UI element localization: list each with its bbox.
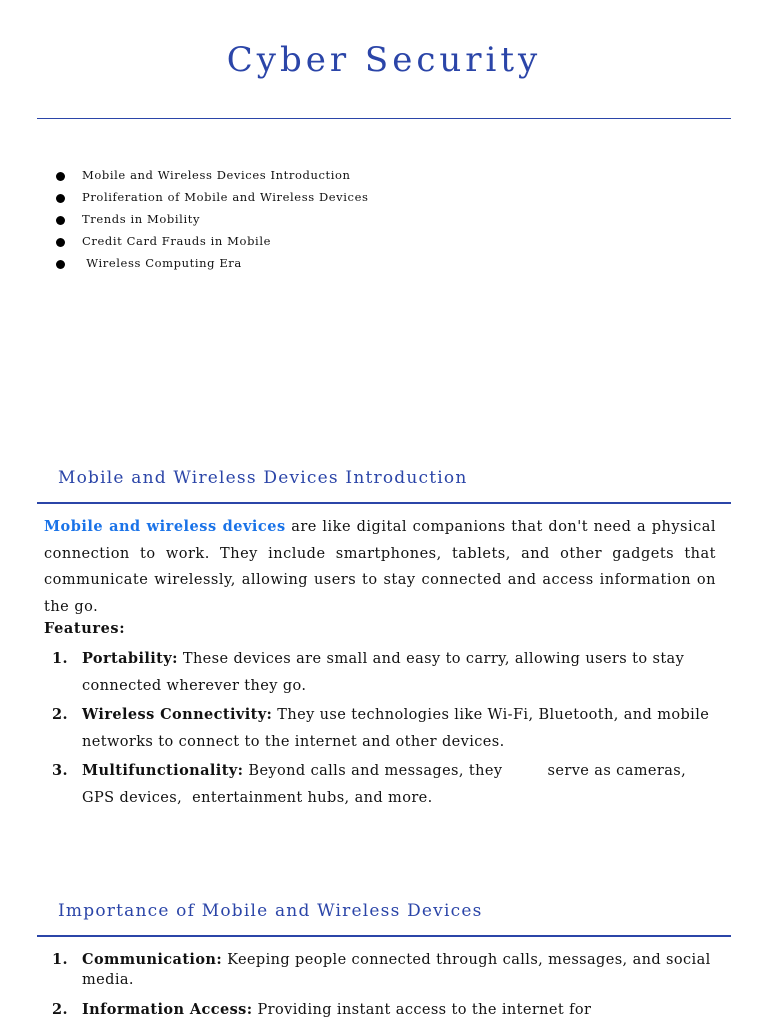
document-title: Cyber Security — [226, 40, 542, 80]
topic-list — [54, 168, 374, 278]
topic-item — [54, 168, 374, 183]
topic-label: Proliferation of Mobile and Wireless Devices — [82, 190, 369, 204]
list-number: 3. — [52, 762, 68, 779]
topic-label: Mobile and Wireless Devices Introduction — [82, 168, 351, 182]
list-item — [44, 758, 716, 811]
list-number: 2. — [52, 1001, 68, 1018]
importance-list — [44, 950, 716, 1030]
section-divider — [37, 935, 731, 937]
list-number: 2. — [52, 706, 68, 723]
feature-text: They use technologies like Wi-Fi, Bluetooth, and mobile networks to connect to the internet and other devices. — [82, 707, 710, 750]
feature-term: Portability: — [82, 650, 178, 667]
importance-term: Information Access: — [82, 1001, 253, 1018]
topic-item — [54, 212, 374, 227]
feature-term: Wireless Connectivity: — [82, 706, 273, 723]
title-divider — [37, 118, 731, 119]
features-label: Features: — [44, 620, 126, 637]
importance-text: Providing instant access to the internet for — [252, 1002, 592, 1018]
features-list — [44, 646, 716, 814]
list-number: 1. — [52, 951, 68, 968]
list-item — [44, 1000, 716, 1020]
intro-text: are like digital companions that don't need a physical connection to work. They include smartphones, tablets, and other gadgets that communicate wirelessly, allowing users to stay connected and access information on the go. — [44, 519, 716, 615]
importance-text: Keeping people connected through calls, messages, and social media. — [82, 952, 711, 988]
bullet-icon — [56, 216, 65, 225]
list-item — [44, 702, 716, 755]
list-item — [44, 646, 716, 699]
list-number: 1. — [52, 650, 68, 667]
topic-item — [54, 256, 374, 271]
topic-item — [54, 190, 374, 205]
feature-text: Beyond calls and messages, they serve as cameras, GPS devices, entertainment hubs, and more. — [82, 763, 692, 806]
bullet-icon — [56, 172, 65, 181]
intro-paragraph — [44, 514, 716, 620]
feature-term: Multifunctionality: — [82, 762, 244, 779]
list-item — [44, 950, 716, 990]
feature-text: These devices are small and easy to carry, allowing users to stay connected wherever they go. — [82, 651, 685, 694]
topic-item — [54, 234, 374, 249]
bullet-icon — [56, 260, 65, 269]
bullet-icon — [56, 238, 65, 247]
section-heading-importance: Importance of Mobile and Wireless Devices — [58, 901, 483, 921]
topic-label: Wireless Computing Era — [82, 256, 242, 270]
importance-term: Communication: — [82, 951, 223, 968]
intro-highlight: Mobile and wireless devices — [44, 518, 286, 535]
section-heading-intro: Mobile and Wireless Devices Introduction — [58, 468, 468, 488]
section-divider — [37, 502, 731, 504]
topic-label: Credit Card Frauds in Mobile — [82, 234, 272, 248]
bullet-icon — [56, 194, 65, 203]
topic-label: Trends in Mobility — [82, 212, 201, 226]
